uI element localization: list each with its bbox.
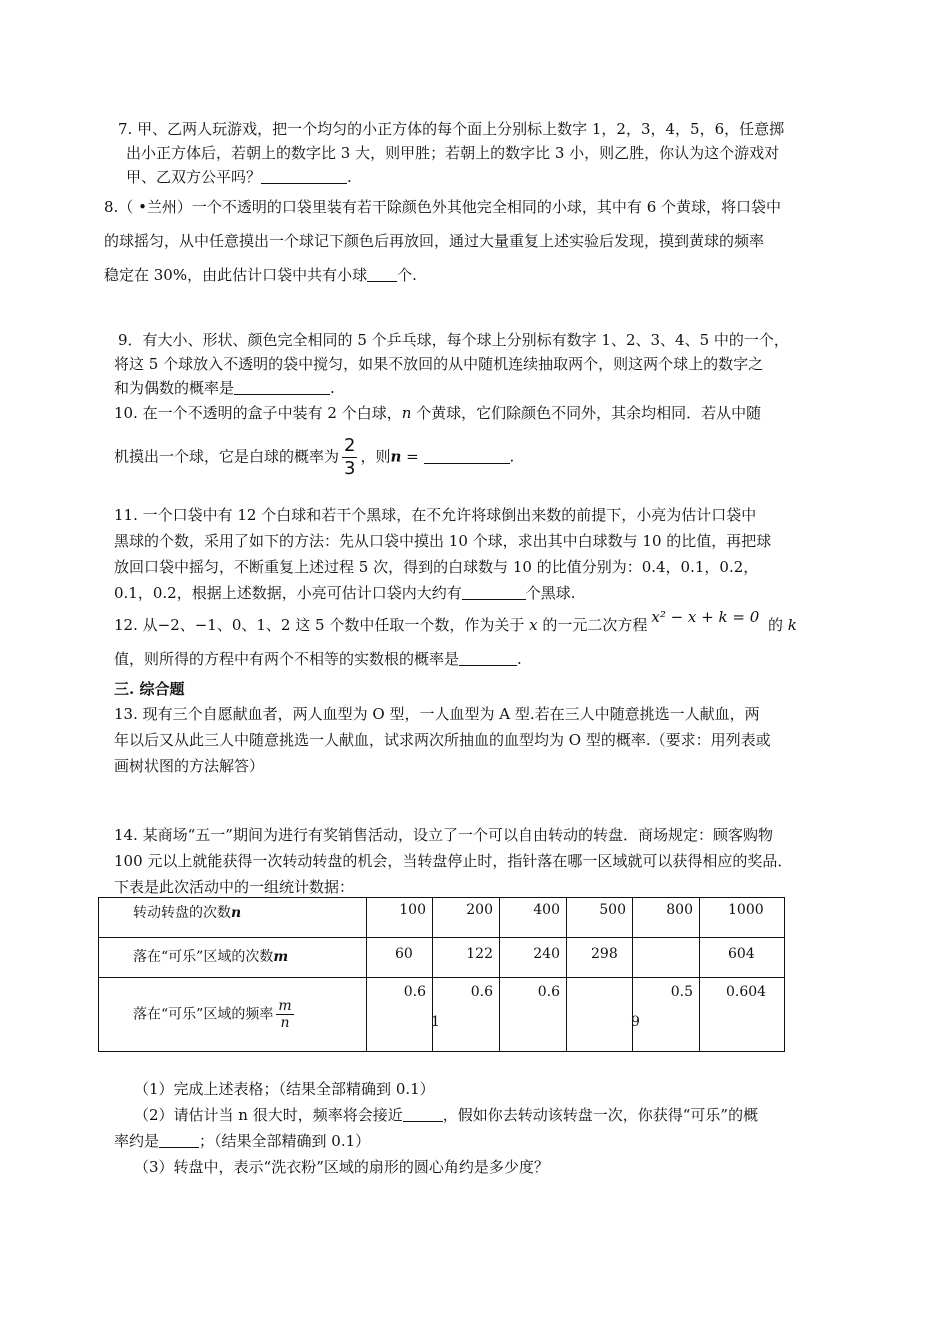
row1-var: n — [231, 905, 242, 921]
question-12 — [114, 608, 797, 671]
question-14 — [114, 822, 792, 900]
q14-line3: 下表是此次活动中的一组统计数据： — [114, 878, 355, 896]
q10-line1 — [114, 401, 761, 425]
q14-sub3: （3）转盘中，表示“洗衣粉”区域的扇形的圆心角约是多少度？ — [134, 1158, 549, 1176]
q10-fraction — [342, 435, 357, 480]
q14-sub2-text-a: （2）请估计当 n 很大时，频率将会接近 — [134, 1106, 403, 1124]
q11-line4 — [114, 580, 771, 606]
row2-cell-6: 604 — [700, 938, 785, 978]
row2-label: 落在“可乐”区域的次数 — [133, 949, 274, 965]
q10-line2-end: . — [509, 447, 515, 466]
row3-cell-2-tail: 1 — [431, 1014, 440, 1030]
row1-cell-1: 100 — [367, 898, 433, 938]
q8-line3-end: 个. — [397, 266, 417, 284]
row2-header — [99, 938, 367, 978]
q9-line1: 9．有大小、形状、颜色完全相同的 5 个乒乓球，每个球上分别标有数字 1、2、3、4、5 中的一个， — [118, 331, 789, 349]
row3-cell-2-head: 0.6 — [470, 984, 493, 1000]
q14-sub2-text-c: 率约是 — [114, 1132, 160, 1150]
row3-fraction-numerator: m — [278, 998, 292, 1014]
q14-sub1: （1）完成上述表格；（结果全部精确到 0.1） — [134, 1080, 435, 1098]
section-3-title: 三. 综合题 — [114, 680, 185, 698]
q12-line1 — [114, 608, 797, 637]
q12-equation: x² − x + k = 0 — [651, 608, 760, 626]
q12-line1-text-a: 12. 从−2、−1、0、1、2 这 5 个数中任取一个数，作为关于 — [114, 616, 530, 634]
question-8 — [104, 190, 781, 292]
row2-cell-1: 60 — [367, 938, 433, 978]
q7-line3-end: . — [347, 168, 352, 186]
q11-line4-text: 0.1，0.2，根据上述数据，小亮可估计口袋内大约有 — [114, 584, 462, 602]
q10-fraction-numerator: 2 — [344, 435, 356, 456]
row3-cell-5-tail: 9 — [631, 1014, 640, 1030]
question-13 — [114, 701, 771, 779]
q13-line2: 年以后又从此三人中随意挑选一人献血，试求两次所抽血的血型均为 O 型的概率.（要求：用列表或 — [114, 731, 771, 749]
q10-line1-text-b: 个黄球，它们除颜色不同外，其余均相同．若从中随 — [411, 404, 762, 422]
q14-sub2-line2 — [114, 1128, 758, 1154]
q8-line1: 8.（ •兰州）一个不透明的口袋里装有若干除颜色外其他完全相同的小球，其中有 6 个黄球，将口袋中 — [104, 198, 782, 216]
q8-line2: 的球摇匀，从中任意摸出一个球记下颜色后再放回，通过大量重复上述实验后发现，摸到黄球的频率 — [104, 232, 765, 250]
row2-cell-3: 240 — [500, 938, 567, 978]
row3-cell-3: 0.6 — [500, 978, 567, 1052]
q9-answer-blank[interactable] — [234, 379, 330, 395]
question-11 — [114, 502, 771, 606]
q14-sub2-blank-2[interactable] — [159, 1132, 199, 1148]
question-7 — [118, 117, 784, 189]
q12-var-k: k — [787, 616, 797, 634]
row3-label: 落在“可乐”区域的频率 — [133, 1006, 274, 1023]
q7-line3-text: 甲、乙双方公平吗？ — [126, 168, 262, 186]
q10-var-n: n — [401, 404, 412, 422]
statistics-table — [98, 897, 785, 1052]
row1-cell-6: 1000 — [700, 898, 785, 938]
q12-line1-text-b: 的一元二次方程 — [537, 616, 648, 634]
table-row-cola-frequency — [99, 978, 785, 1052]
q10-line1-text-a: 10. 在一个不透明的盒子中装有 2 个白球， — [114, 404, 402, 422]
q10-line2 — [114, 435, 761, 480]
row1-cell-2: 200 — [433, 898, 500, 938]
q11-answer-blank[interactable] — [462, 584, 526, 600]
row1-cell-4: 500 — [567, 898, 633, 938]
row1-label: 转动转盘的次数 — [133, 905, 231, 921]
row3-header — [99, 978, 367, 1052]
row3-cell-4[interactable] — [567, 978, 633, 1052]
q9-line3-end: . — [330, 379, 335, 397]
q13-line3: 画树状图的方法解答） — [114, 757, 265, 775]
q12-answer-blank[interactable] — [459, 650, 517, 666]
q14-sub2-text-b: ，假如你去转动该转盘一次，你获得“可乐”的概 — [442, 1106, 759, 1124]
row1-header — [99, 898, 367, 938]
q9-line2: 将这 5 个球放入不透明的袋中搅匀，如果不放回的从中随机连续抽取两个，则这两个球上的数字之 — [114, 355, 764, 373]
row1-cell-3: 400 — [500, 898, 567, 938]
q13-line1: 13. 现有三个自愿献血者，两人血型为 O 型，一人血型为 A 型.若在三人中随意挑选一人献血，两 — [114, 705, 760, 723]
q8-line3-text: 稳定在 30%，由此估计口袋中共有小球 — [104, 266, 368, 284]
row2-cell-5[interactable] — [633, 938, 700, 978]
q14-line1: 14. 某商场“五一”期间为进行有奖销售活动，设立了一个可以自由转动的转盘．商场规定：顾客购物 — [114, 826, 773, 844]
q11-line4-end: 个黑球. — [525, 584, 576, 602]
q12-line2-text: 值，则所得的方程中有两个不相等的实数根的概率是 — [114, 650, 460, 668]
q9-line3 — [114, 376, 789, 400]
q11-line3: 放回口袋中摇匀，不断重复上述过程 5 次，得到的白球数与 10 的比值分别为：0.4，0.1，0.2， — [114, 558, 759, 576]
q10-answer-blank[interactable] — [424, 448, 510, 464]
q11-line2: 黑球的个数，采用了如下的方法：先从口袋中摸出 10 个球，求出其中白球数与 10 的比值，再把球 — [114, 532, 772, 550]
q11-line1: 11. 一个口袋中有 12 个白球和若干个黑球，在不允许将球倒出来数的前提下，小亮为估计口袋中 — [114, 506, 757, 524]
row2-cell-4: 298 — [567, 938, 633, 978]
row1-cell-5: 800 — [633, 898, 700, 938]
row2-cell-2: 122 — [433, 938, 500, 978]
row3-cell-1: 0.6 — [367, 978, 433, 1052]
q12-var-x: x — [529, 616, 538, 634]
question-10 — [114, 401, 761, 480]
q12-line2-end: . — [517, 650, 522, 668]
q12-line2 — [114, 647, 797, 671]
q9-line3-text: 和为偶数的概率是 — [114, 379, 235, 397]
row3-cell-2 — [433, 978, 500, 1052]
q7-answer-blank[interactable] — [261, 168, 347, 184]
row3-cell-5 — [633, 978, 700, 1052]
row3-cell-6: 0.604 — [700, 978, 785, 1052]
question-9 — [114, 328, 789, 400]
q7-line2: 出小正方体后，若朝上的数字比 3 大，则甲胜；若朝上的数字比 3 小，则乙胜，你认为这个游戏对 — [126, 144, 780, 162]
q7-line1: 7. 甲、乙两人玩游戏，把一个均匀的小正方体的每个面上分别标上数字 1，2，3，4，5，6，任意掷 — [118, 120, 785, 138]
q10-var-n-2: n — [390, 447, 402, 466]
table-row-cola-count — [99, 938, 785, 978]
q14-line2: 100 元以上就能获得一次转动转盘的机会，当转盘停止时，指针落在哪一区域就可以获得相应的奖品． — [114, 852, 793, 870]
q14-sub2-blank-1[interactable] — [403, 1106, 443, 1122]
q14-sub2-line1 — [134, 1102, 758, 1128]
q10-line2-text-b: ，则 — [360, 447, 391, 466]
q12-line1-text-c: 的 — [763, 616, 788, 634]
table-row-spins — [99, 898, 785, 938]
row3-cell-5-head: 0.5 — [670, 984, 693, 1000]
q10-line2-text-a: 机摸出一个球，它是白球的概率为 — [114, 447, 340, 466]
question-14-subparts — [114, 1076, 759, 1180]
row3-fraction-denominator: n — [280, 1015, 290, 1031]
q14-sub2-text-d: ；（结果全部精确到 0.1） — [199, 1132, 371, 1150]
row2-var: m — [273, 949, 289, 965]
q8-answer-blank[interactable] — [367, 266, 397, 282]
row3-fraction — [276, 998, 293, 1031]
q8-line3 — [104, 258, 781, 292]
q10-line2-eq: = — [401, 447, 424, 466]
q7-line3 — [126, 165, 784, 189]
q10-fraction-denominator: 3 — [344, 458, 356, 479]
